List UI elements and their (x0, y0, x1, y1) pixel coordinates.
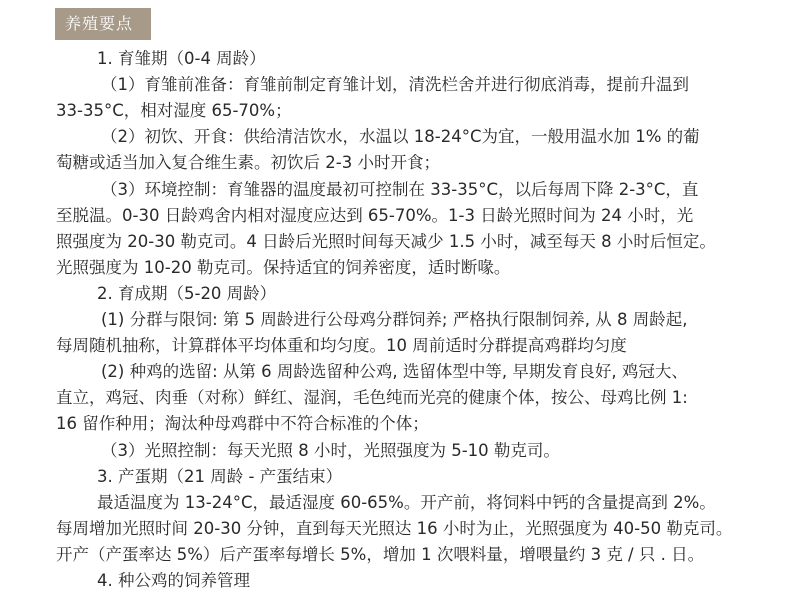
paragraph-line: (2) 种鸡的选留: 从第 6 周龄选留种公鸡, 选留体型中等, 早期发育良好, 鸡冠大、 (101, 362, 688, 381)
heading-stage-1: 1. 育雏期（0-4 周龄） (97, 49, 266, 68)
paragraph-line: （3）光照控制：每天光照 8 小时，光照强度为 5-10 勒克司。 (101, 441, 560, 460)
paragraph-line: (1) 分群与限饲: 第 5 周龄进行公母鸡分群饲养; 严格执行限制饲养, 从 8 周龄起, (101, 310, 688, 329)
paragraph-line: （3）环境控制：育雏器的温度最初可控制在 33-35°C，以后每周下降 2-3°C，直 (101, 180, 699, 199)
paragraph-line: 每周随机抽称，计算群体平均体重和均匀度。10 周前适时分群提高鸡群均匀度 (56, 336, 627, 355)
paragraph-line: （2）初饮、开食：供给清洁饮水，水温以 18-24°C为宜，一般用温水加 1% 的葡 (101, 127, 700, 146)
paragraph-line: 开产（产蛋率达 5%）后产蛋率每增长 5%，增加 1 次喂料量，增喂量约 3 克 / 只 . 日。 (56, 545, 705, 564)
heading-stage-3: 3. 产蛋期（21 周龄 - 产蛋结束） (97, 467, 343, 486)
section-title-badge: 养殖要点 (55, 8, 151, 40)
paragraph-line: 至脱温。0-30 日龄鸡舍内相对湿度应达到 65-70%。1-3 日龄光照时间为 24 小时，光 (56, 206, 694, 225)
paragraph-line: 16 留作种用；淘汰种母鸡群中不符合标准的个体； (56, 414, 429, 433)
paragraph-line: 最适温度为 13-24°C，最适湿度 60-65%。开产前，将饲料中钙的含量提高到 2%。 (97, 493, 716, 512)
paragraph-line: （1）育雏前准备：育雏前制定育雏计划，清洗栏舍并进行彻底消毒，提前升温到 (101, 75, 689, 94)
paragraph-line: 33-35°C，相对湿度 65-70%； (56, 101, 292, 120)
paragraph-line: 光照强度为 10-20 勒克司。保持适宜的饲养密度，适时断喙。 (56, 258, 511, 277)
paragraph-line: 每周增加光照时间 20-30 分钟，直到每天光照达 16 小时为止，光照强度为 40-50 勒克司。 (56, 519, 733, 538)
paragraph-line: 萄糖或适当加入复合维生素。初饮后 2-3 小时开食； (56, 153, 440, 172)
paragraph-line: 照强度为 20-30 勒克司。4 日龄后光照时间每天减少 1.5 小时，减至每天 8 小时后恒定。 (56, 232, 716, 251)
paragraph-line: 直立，鸡冠、肉垂（对称）鲜红、湿润，毛色纯而光亮的健康个体，按公、母鸡比例 1: (56, 388, 688, 407)
heading-stage-2: 2. 育成期（5-20 周龄） (97, 284, 277, 303)
heading-stage-4: 4. 种公鸡的饲养管理 (97, 571, 250, 590)
